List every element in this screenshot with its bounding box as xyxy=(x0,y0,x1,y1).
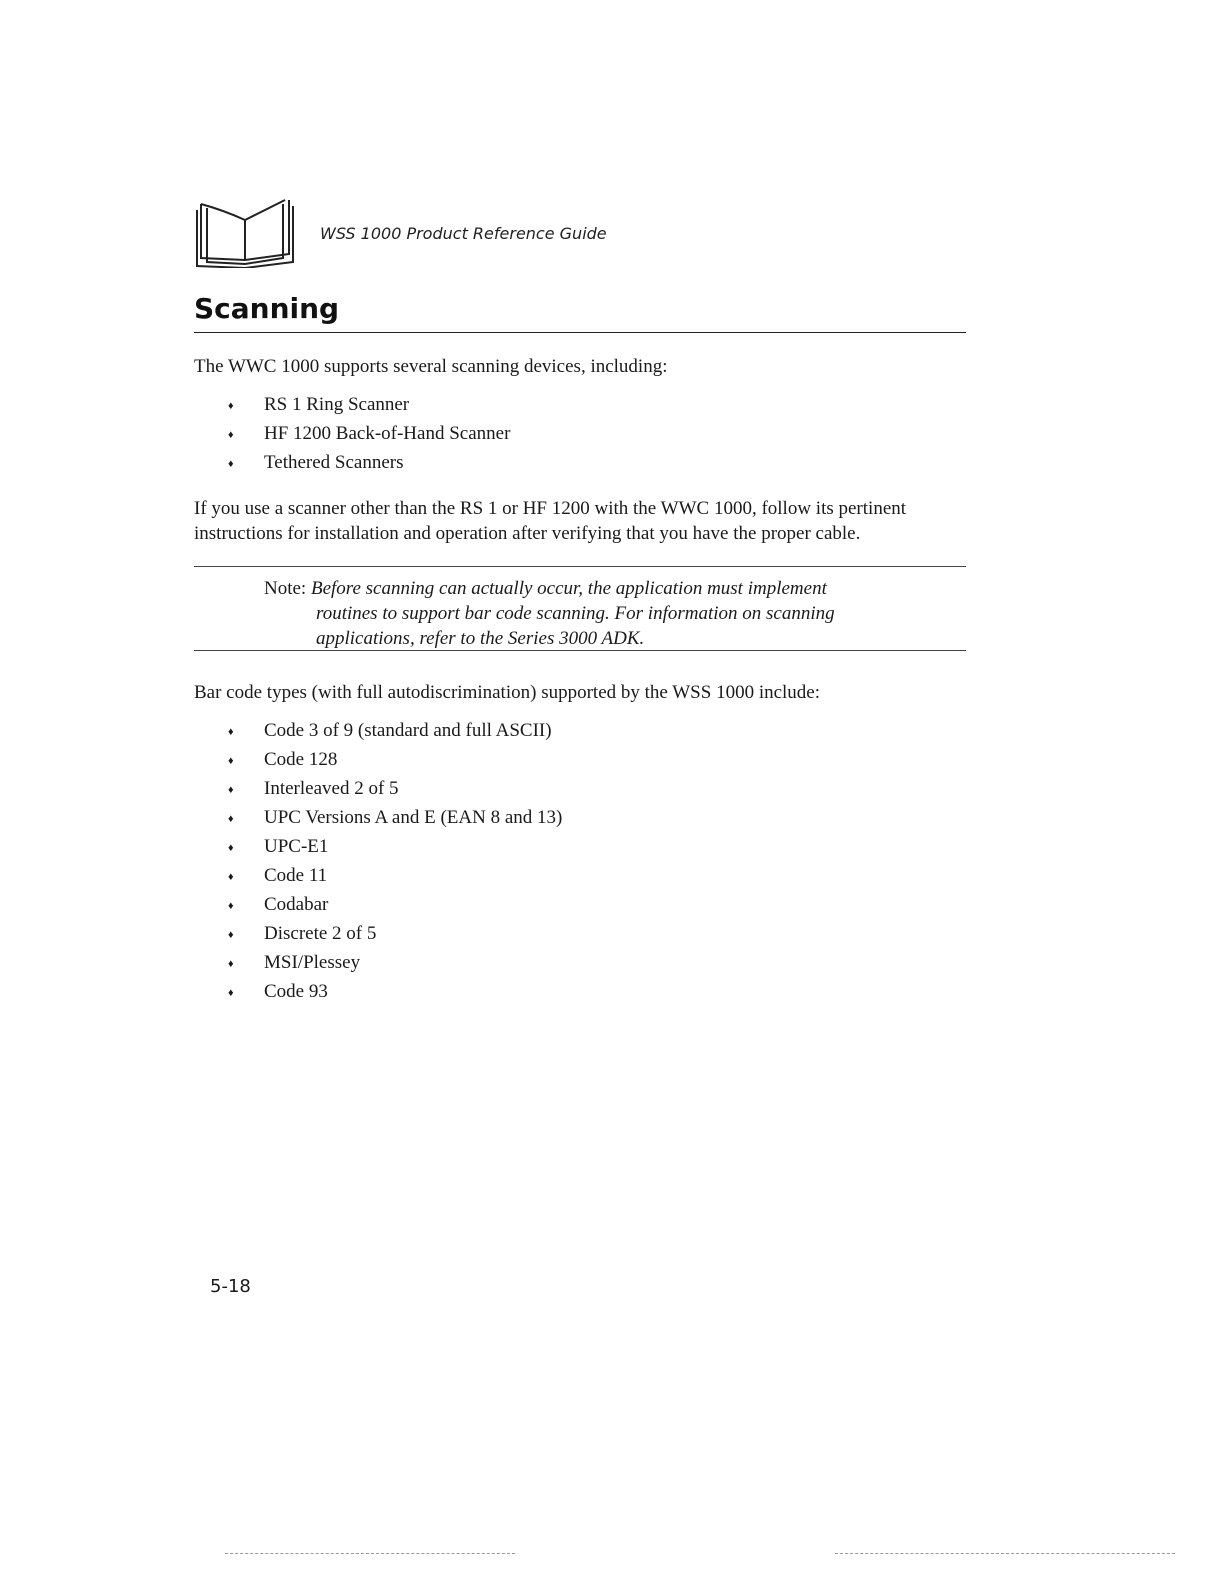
section-title: Scanning xyxy=(194,292,340,325)
bullet-icon: ♦ xyxy=(228,813,234,825)
note-label: Note: xyxy=(264,578,307,599)
list-item: ♦ Code 93 xyxy=(228,977,562,1006)
note-bottom-rule xyxy=(194,650,966,651)
bullet-icon: ♦ xyxy=(228,458,234,470)
list-item: ♦ Tethered Scanners xyxy=(228,448,510,477)
bullet-icon: ♦ xyxy=(228,784,234,796)
note xyxy=(264,576,914,651)
note-line-3: applications, refer to the Series 3000 ADK. xyxy=(316,628,645,649)
intro-paragraph: The WWC 1000 supports several scanning devices, including: xyxy=(194,356,668,377)
barcode-intro-paragraph: Bar code types (with full autodiscrimination) supported by the WSS 1000 include: xyxy=(194,682,821,703)
list-item: ♦ Code 128 xyxy=(228,745,562,774)
other-scanner-paragraph: If you use a scanner other than the RS 1 or HF 1200 with the WWC 1000, follow its pertinent instructions for installation and operation after verifying that you have the proper cable. xyxy=(194,498,907,544)
list-item: ♦ Code 11 xyxy=(228,861,562,890)
list-item: ♦ MSI/Plessey xyxy=(228,948,562,977)
note-line-2: routines to support bar code scanning. For information on scanning xyxy=(316,603,835,624)
bullet-icon: ♦ xyxy=(228,987,234,999)
bullet-icon: ♦ xyxy=(228,958,234,970)
page-number: 5-18 xyxy=(210,1276,251,1297)
note-line-1: Before scanning can actually occur, the application must implement xyxy=(310,578,827,599)
barcode-list xyxy=(228,716,562,1006)
title-rule xyxy=(194,332,966,333)
devices-list xyxy=(228,390,510,477)
book-icon xyxy=(193,196,297,268)
bullet-icon: ♦ xyxy=(228,429,234,441)
list-item: ♦ Interleaved 2 of 5 xyxy=(228,774,562,803)
list-item: ♦ RS 1 Ring Scanner xyxy=(228,390,510,419)
list-item: ♦ UPC Versions A and E (EAN 8 and 13) xyxy=(228,803,562,832)
bullet-icon: ♦ xyxy=(228,400,234,412)
scan-artifact-left xyxy=(225,1553,515,1554)
bullet-icon: ♦ xyxy=(228,842,234,854)
bullet-icon: ♦ xyxy=(228,871,234,883)
list-item: ♦ Discrete 2 of 5 xyxy=(228,919,562,948)
bullet-icon: ♦ xyxy=(228,900,234,912)
list-item: ♦ UPC-E1 xyxy=(228,832,562,861)
list-item: ♦ Codabar xyxy=(228,890,562,919)
scan-artifact-right xyxy=(835,1553,1175,1554)
bullet-icon: ♦ xyxy=(228,755,234,767)
running-header: WSS 1000 Product Reference Guide xyxy=(320,224,607,243)
list-item: ♦ HF 1200 Back-of-Hand Scanner xyxy=(228,419,510,448)
bullet-icon: ♦ xyxy=(228,726,234,738)
bullet-icon: ♦ xyxy=(228,929,234,941)
list-item: ♦ Code 3 of 9 (standard and full ASCII) xyxy=(228,716,562,745)
note-top-rule xyxy=(194,566,966,567)
